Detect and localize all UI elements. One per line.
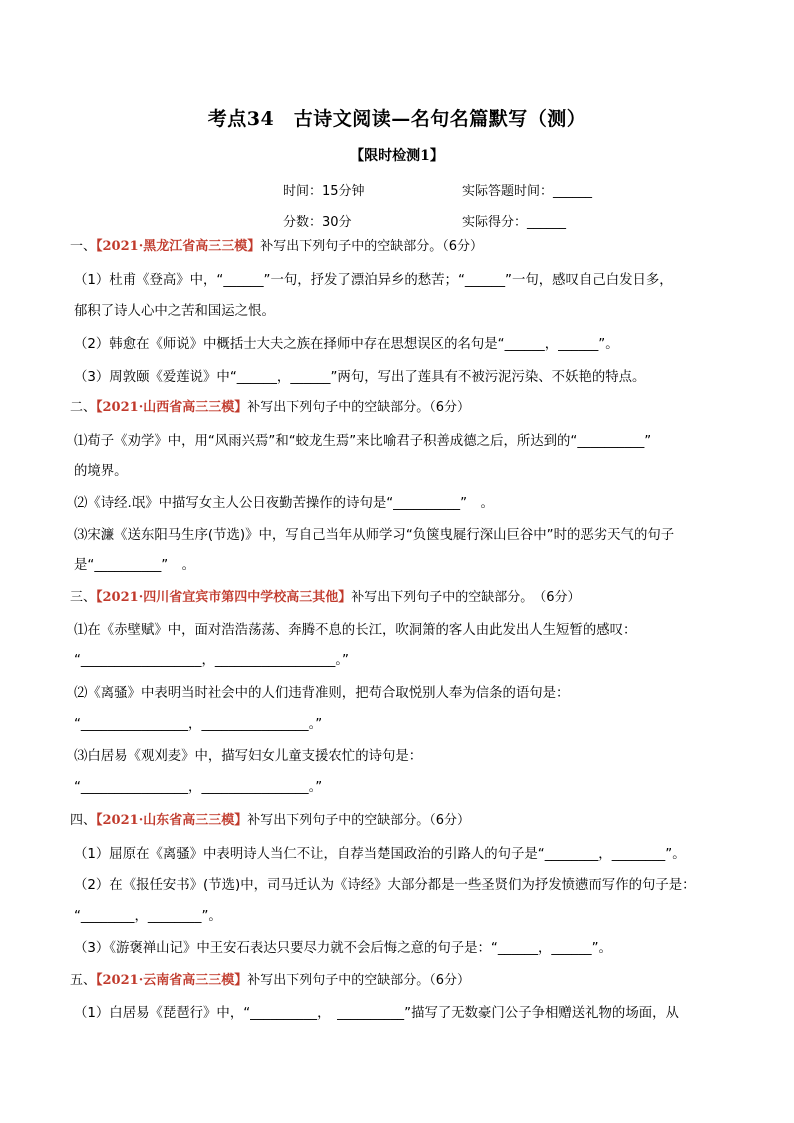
question-number: 一、 (70, 239, 97, 254)
question-3-line-3: ⑵《离骚》中表明当时社会中的人们违背准则，把苟合取悦别人奉为信条的语句是： (74, 686, 570, 701)
question-3-heading (70, 589, 730, 607)
question-source: 【2021·山东省高三三模】 (96, 813, 248, 828)
question-3-line-2: “__________________，__________________。” (74, 653, 349, 668)
question-2-line-3: ⑵《诗经.氓》中描写女主人公日夜勤苦操作的诗句是“__________” 。 (74, 496, 494, 511)
question-source: 【2021·山西省高三三模】 (96, 400, 248, 415)
question-1-line-3: （2）韩愈在《师说》中概括士大夫之族在择师中存在思想误区的名句是“______，______”。 (74, 337, 619, 352)
question-source: 【2021·黑龙江省高三三模】 (96, 239, 261, 254)
question-instruction: 补写出下列句子中的空缺部分。（6分） (247, 813, 471, 828)
question-number: 二、 (70, 400, 97, 415)
actual-score: 实际得分：______ (462, 215, 567, 230)
question-number: 三、 (70, 590, 97, 605)
question-1-line-2: 郁积了诗人心中之苦和国运之恨。 (74, 304, 275, 319)
time-limit: 时间：15分钟 (283, 184, 365, 199)
question-4-line-4: （3）《游褒禅山记》中王安石表达只要尽力就不会后悔之意的句子是：“______，______”。 (74, 941, 612, 956)
question-4-heading (70, 812, 730, 830)
question-2-heading (70, 399, 730, 417)
question-4-line-1: （1）屈原在《离骚》中表明诗人当仁不让，自荐当楚国政治的引路人的句子是“________，________”。 (74, 847, 686, 862)
question-instruction: 补写出下列句子中的空缺部分。 （6分） (351, 590, 581, 605)
question-2-line-2: 的境界。 (74, 464, 128, 479)
question-instruction: 补写出下列句子中的空缺部分。（6分） (247, 973, 471, 988)
question-number: 五、 (70, 973, 97, 988)
question-source: 【2021·四川省宜宾市第四中学校高三其他】 (96, 590, 352, 605)
question-1-heading (70, 238, 730, 256)
question-3-line-6: “________________，________________。” (74, 780, 323, 795)
question-source: 【2021·云南省高三三模】 (96, 973, 248, 988)
question-2-line-5: 是“__________” 。 (74, 558, 195, 573)
question-3-line-4: “________________，________________。” (74, 717, 323, 732)
total-score: 分数：30分 (283, 215, 352, 230)
question-number: 四、 (70, 813, 97, 828)
page-subtitle: 【限时检测1】 (350, 148, 444, 164)
question-instruction: 补写出下列句子中的空缺部分。（6分） (247, 400, 471, 415)
question-2-line-1: ⑴荀子《劝学》中，用“风雨兴焉”和“蛟龙生焉”来比喻君子积善成德之后，所达到的“__________” (74, 434, 652, 449)
question-2-line-4: ⑶宋濂《送东阳马生序(节选)》中，写自己当年从师学习“负箧曳屣行深山巨谷中”时的恶劣天气的句子 (74, 528, 675, 543)
question-instruction: 补写出下列句子中的空缺部分。（6分） (260, 239, 484, 254)
question-4-line-3: “________，________”。 (74, 909, 222, 924)
question-4-line-2: （2）在《报任安书》(节选)中，司马迁认为《诗经》大部分都是一些圣贤们为抒发愤懑而写作的句子是： (74, 878, 696, 893)
page-title: 考点34 古诗文阅读—名句名篇默写（测） (207, 108, 587, 130)
question-5-line-1: （1）白居易《琵琶行》中，“__________， __________”描写了无数豪门公子争相赠送礼物的场面，从 (74, 1006, 679, 1021)
question-1-line-1: （1）杜甫《登高》中，“______”一句，抒发了漂泊异乡的愁苦；“______”一句，感叹自己白发日多， (74, 273, 673, 288)
question-3-line-5: ⑶白居易《观刈麦》中，描写妇女儿童支援农忙的诗句是： (74, 749, 423, 764)
question-5-heading (70, 972, 730, 990)
question-3-line-1: ⑴在《赤壁赋》中，面对浩浩荡荡、奔腾不息的长江，吹洞箫的客人由此发出人生短暂的感叹： (74, 623, 637, 638)
question-1-line-4: （3）周敦颐《爱莲说》中“______，______”两句，写出了莲具有不被污泥污染、不妖艳的特点。 (74, 370, 646, 385)
actual-time: 实际答题时间：______ (462, 184, 593, 199)
